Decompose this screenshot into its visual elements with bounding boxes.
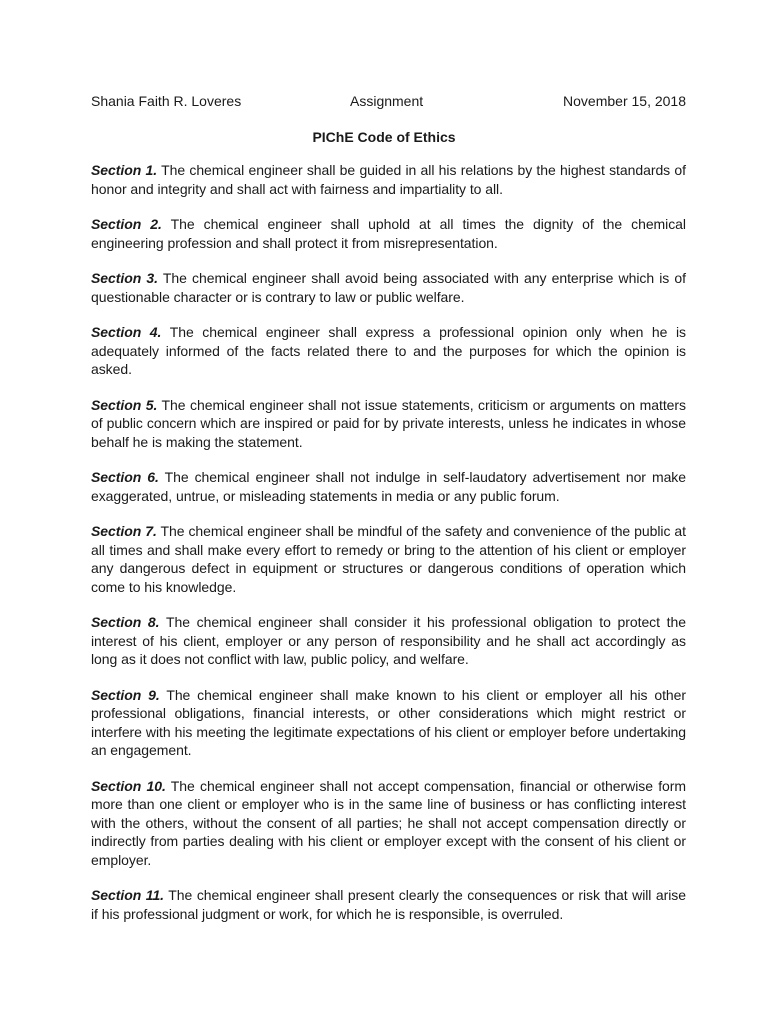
section-text: The chemical engineer shall make known to his client or employer all his other professional obligations, financial interests, or other considerations which might restrict or interfere with his meeting the legitimate expectations of his client or employer before undertaking an engagement. (91, 686, 686, 758)
section-label: Section 1. (91, 162, 158, 178)
sections-list (91, 161, 686, 940)
author-name: Shania Faith R. Loveres (91, 93, 242, 109)
section-label: Section 5. (91, 396, 158, 413)
section-5 (91, 396, 686, 452)
section-text: The chemical engineer shall avoid being associated with any enterprise which is of questionable character or is contrary to law or public welfare. (91, 270, 686, 305)
section-text: The chemical engineer shall be mindful of the safety and convenience of the public at all times and shall make every effort to remedy or bring to the attention of his client or employer any dangerous defect in equipment or structures or dangerous conditions of operation which come to his knowledge. (91, 523, 686, 595)
section-2 (91, 215, 686, 252)
document-type: Assignment (350, 93, 424, 109)
section-11 (91, 886, 686, 923)
section-text: The chemical engineer shall be guided in all his relations by the highest standards of honor and integrity and shall act with fairness and impartiality to all. (91, 162, 686, 197)
section-label: Section 7. (91, 523, 157, 539)
section-label: Section 2. (91, 216, 162, 232)
section-1 (91, 161, 686, 198)
section-text: The chemical engineer shall present clearly the consequences or risk that will arise if his professional judgment or work, for which he is responsible, is overruled. (91, 887, 686, 922)
page-title: PIChE Code of Ethics (312, 129, 456, 145)
document-header (91, 92, 686, 112)
section-3 (91, 269, 686, 306)
section-label: Section 3. (91, 270, 158, 286)
section-7 (91, 522, 686, 596)
section-label: Section 4. (91, 324, 162, 340)
section-label: Section 11. (91, 887, 165, 903)
section-6 (91, 468, 686, 505)
section-10 (91, 777, 686, 870)
document-date: November 15, 2018 (563, 93, 686, 109)
section-label: Section 10. (91, 777, 166, 794)
section-9 (91, 686, 686, 760)
section-8 (91, 613, 686, 669)
section-label: Section 6. (91, 469, 159, 485)
section-label: Section 8. (91, 614, 160, 630)
section-4 (91, 323, 686, 379)
section-text: The chemical engineer shall not accept compensation, financial or otherwise form more than one client or employer who is in the same line of business or has conflicting interest with the others, without the consent of all parties; he shall not accept compensation directly or indirectly from parties dealing with his client or employer except with the consent of his client or employer. (91, 777, 686, 868)
section-text: The chemical engineer shall not issue statements, criticism or arguments on matters of public concern which are inspired or paid for by private interests, unless he indicates in whose behalf he is making the statement. (91, 396, 686, 450)
section-text: The chemical engineer shall consider it his professional obligation to protect the interest of his client, employer or any person of responsibility and he shall act accordingly as long as it does not conflict with law, public policy, and welfare. (91, 614, 686, 667)
section-text: The chemical engineer shall express a professional opinion only when he is adequately informed of the facts related there to and the purposes for which the opinion is asked. (91, 324, 686, 377)
section-text: The chemical engineer shall uphold at all times the dignity of the chemical engineering profession and shall protect it from misrepresentation. (91, 216, 686, 251)
section-text: The chemical engineer shall not indulge in self-laudatory advertisement nor make exaggerated, untrue, or misleading statements in media or any public forum. (91, 469, 686, 504)
section-label: Section 9. (91, 686, 160, 703)
